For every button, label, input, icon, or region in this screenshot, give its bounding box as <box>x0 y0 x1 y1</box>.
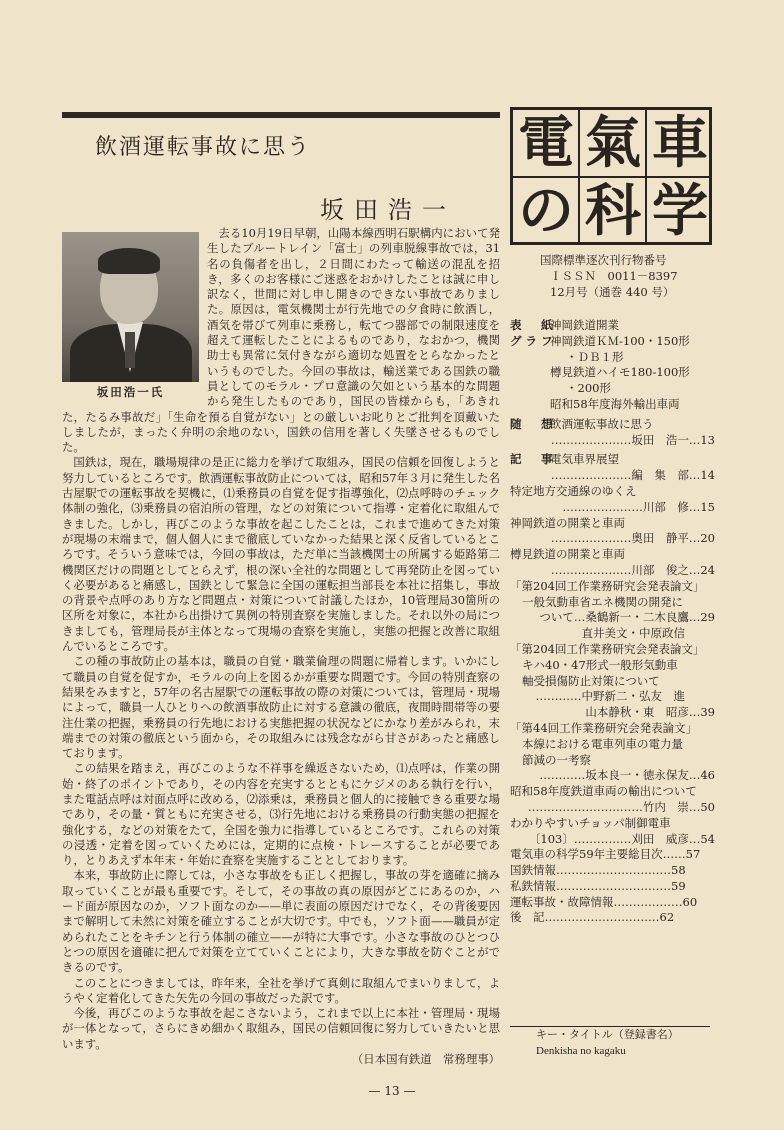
toc-byline: …………坂本良一・徳永保友…46 <box>539 768 715 783</box>
paragraph: 本来，事故防止に際しては，小さな事故をも正しく把握し，事故の芽を適確に摘み取っていくことが最も重要です。そして，その事故の真の原因がどこにあるのか，ハード面が原因なのか，ソフト面なのか——単に表面の原因だけでなく，その背後要因まで解明して未然に対策を確立することが大切です。中でも，ソフト面——職員が定められたことをキチンと行う体制の確立——が特に大事です。小さな事故のひとつひとつの原因を適確に把んで対策を立てていくことにより，大きな事故を防ぐことができるのです。 <box>62 868 500 975</box>
toc-line: ・200形 <box>566 381 611 396</box>
toc-essay[interactable]: 随 想飲酒運転事故に思う <box>510 416 654 431</box>
masthead-char: 学 <box>652 178 708 244</box>
toc-article[interactable]: 樽見鉄道の開業と車両 <box>510 547 625 562</box>
toc-category: グラフ <box>510 333 557 348</box>
toc-byline: …………………川部 俊之…24 <box>550 562 715 577</box>
key-title-label: キー・タイトル（登録書名） <box>536 1028 679 1041</box>
toc-article[interactable]: 後 記…………………………62 <box>510 910 675 925</box>
issn-label: 国際標準逐次刊行物番号 <box>540 253 667 267</box>
toc-article[interactable]: 本線における電車列車の電力量 <box>522 736 683 751</box>
masthead-char: 車 <box>652 110 708 176</box>
toc-article[interactable]: キハ40・47形式一般形気動車 <box>522 657 678 672</box>
toc-article[interactable]: 私鉄情報…………………………59 <box>510 878 686 893</box>
paragraph: このことにつきましては，昨年来，全社を挙げて真剣に取組んでまいりまして，ようやく定着化してきた矢先の今回の事故だった訳です。 <box>62 975 500 1005</box>
toc-category: 記 事 <box>510 452 557 467</box>
paragraph: 今後，再びこのような事故を起こさないよう，これまで以上に本社・管理局・現場が一体となって，さらにきめ細かく取組み，国民の信頼回復に努力していきたいと思います。 <box>62 1006 500 1051</box>
photo-caption: 坂田浩一氏 <box>96 385 165 399</box>
top-rule <box>62 112 500 118</box>
toc-byline: …………………川部 修…15 <box>562 499 715 514</box>
toc-paper-heading: 「第204回工作業務研究会発表論文」 <box>510 641 705 656</box>
toc-article[interactable]: 電気車の科学59年主要総目次……57 <box>510 847 701 862</box>
masthead-char: の <box>518 178 574 244</box>
toc-article[interactable]: 軸受損傷防止対策について <box>522 673 660 688</box>
publication-info <box>540 252 730 300</box>
toc-byline: …………………坂田 浩一…13 <box>550 432 715 447</box>
toc-article[interactable]: 昭和58年度鉄道車両の輸出について <box>510 784 697 799</box>
signoff: （日本国有鉄道 常務理事） <box>351 1052 500 1067</box>
toc-byline: …………中野新二・弘友 進 <box>535 689 685 704</box>
toc-byline: …………………編 集 部…14 <box>550 468 715 483</box>
toc-article[interactable]: 記 事電気車界展望 <box>510 452 619 467</box>
toc-byline: …………………………竹内 崇…50 <box>527 799 715 814</box>
paragraph: 去る10月19日早朝，山陽本線西明石駅構内において発生したブルートレイン「富士」の列車脱線事故では，31名の負傷者を出し，２日間にわたって輸送の混乱を招き，多くのお客様にご迷惑をおかけしたことは誠に申し訳なく，世間に対し申し開きのできない事故でありました。原因は，電気機関士が行先地での夕食時に飲酒し，酒気を帯びて列車に乗務し，転てつ器部での制限速度を超えて運転したことによるものであり，なおかつ，機関助士も異常に気付きながら適切な処置をとらなかったというものでした。今回の事故は，輸送業である国鉄の職員としてのモラル・プロ意識の欠如という基本的な問題から発生したものであり，国民の皆様からも，「あきれた，たるみ事故だ」「生命を預る自覚がない」との厳しいお叱りとご批判を頂戴いたしましたが，まったく弁明の余地のない，国鉄の信用を著しく失墜させるものでした。 <box>62 226 500 455</box>
page-number: — 13 — <box>368 1084 416 1098</box>
toc-byline: 山本静秋・東 昭彦…39 <box>585 705 715 720</box>
paragraph: この結果を踏まえ，再びこのような不祥事を繰返さないため，⑴点呼は，作業の開始・終了のポイントであり，その内容を充実するとともにケジメのある執行を行い，また電話点呼は対面点呼に改める，⑵添乗は，乗務員と個人的に接触できる重要な場であり，その量・質ともに充実させる，⑶行先地における乗務員の行動実態の把握を強化する，などの対策をたて，全国を強力に指導しているところです。これらの対策の浸透・定着を図っていくためには，定期的に点検・トレースすることが必要であり，とりあえず本年末・年始に査察を実施することとしております。 <box>62 761 500 868</box>
key-title-value: Denkisha no kagaku <box>536 1045 626 1057</box>
toc-byline: ついて…桑鶴新一・二木良鷹…29 <box>539 610 715 625</box>
issue-number: 12月号（通巻 440 号） <box>550 285 675 299</box>
masthead-char: 氣 <box>585 110 641 176</box>
toc-article[interactable]: 節減の一考察 <box>522 752 591 767</box>
toc-article[interactable]: 運転事故・故障情報………………60 <box>510 894 698 909</box>
toc-byline: 〔103〕……………刈田 威彦…54 <box>528 831 715 846</box>
toc-category: 随 想 <box>510 416 557 431</box>
key-title-box <box>510 1026 710 1064</box>
masthead-logo <box>510 107 712 245</box>
toc-article[interactable]: 一般気動車省エネ機関の開発に <box>522 594 683 609</box>
toc-line: 樽見鉄道ハイモ180-100形 <box>550 365 690 380</box>
toc-cover[interactable]: 表 紙神岡鉄道開業 <box>510 318 619 332</box>
paragraph: この種の事故防止の基本は，職員の自覚・職業倫理の問題に帰着します。いかにして職員の自覚を促すか，モラルの向上を図るかが重要な問題です。今回の特別査察の結果をみますと，57年の名古屋駅での運転事故の際の対策については，管理局・現場によって，職員一人ひとりへの飲酒事故防止に対する意識の徹底，夜間時間帯等の要注仕業の把握，乗務員の行先地における実態把握の状況などにかなり差がみられ，末端までの対策の徹底という面から，その取組みには残念ながら甘さがあったと痛感しております。 <box>62 654 500 761</box>
article-body <box>62 226 500 1067</box>
toc-category: 表 紙 <box>510 318 557 332</box>
article-title: 飲酒運転事故に思う <box>95 135 312 160</box>
toc-line: 昭和58年度海外輸出車両 <box>550 396 680 411</box>
masthead-char: 科 <box>585 178 641 244</box>
toc-article[interactable]: 特定地方交通線のゆくえ <box>510 483 637 498</box>
toc-paper-heading: 「第204回工作業務研究会発表論文」 <box>510 578 705 593</box>
author-name: 坂田浩一 <box>320 196 456 224</box>
toc-article[interactable]: わかりやすいチョッパ制御電車 <box>510 815 671 830</box>
masthead-char: 電 <box>518 110 574 176</box>
issn-number: ＩＳＳＮ 0011－8397 <box>550 269 678 283</box>
paragraph: 国鉄は，現在，職場規律の是正に総力を挙げて取組み，国民の信頼を回復しようと努力しているところです。飲酒運転事故防止については，昭和57年３月に発生した名古屋駅での運転事故を契機に，⑴乗務員の自覚を促す指導強化，⑵点呼時のチェック体制の強化，⑶乗務員の宿泊所の管理，などの対策について指導・定着化に取組んできました。しかし，再びこのような事故を起こしたことは，これまで進めてきた対策が現場の末端まで，個人個人にまで徹底していなかった結果と深く反省しているところです。そういう意味では，今回の事故は，ただ単に当該機関士の所属する姫路第二機関区だけの問題としてとらえず，根の深い全社的な問題として再発防止を図っていく必要があると痛感し，国鉄として緊急に全国の運転担当部長を本社に招集し，事故の背景や点呼のあり方など問題点・対策について討議したほか，10管理局30箇所の区所を対象に，本社から出掛けて異例の特別査察を実施しました。それ以外の局につきましても，管理局長が主体となって現場の査察を実施し，実態の把握と改善に取組んでいるところです。 <box>62 455 500 654</box>
toc-line: ・ＤＢ１形 <box>566 349 624 364</box>
table-of-contents <box>510 318 715 926</box>
toc-paper-heading: 「第44回工作業務研究会発表論文」 <box>510 720 698 735</box>
toc-byline: 直井美文・中原政信 <box>581 626 685 641</box>
toc-graph[interactable]: グラフ神岡鉄道ＫＭ-100・150形 <box>510 333 690 348</box>
toc-byline: …………………奥田 静平…20 <box>550 531 715 546</box>
toc-article[interactable]: 国鉄情報…………………………58 <box>510 863 686 878</box>
toc-article[interactable]: 神岡鉄道の開業と車両 <box>510 515 625 530</box>
